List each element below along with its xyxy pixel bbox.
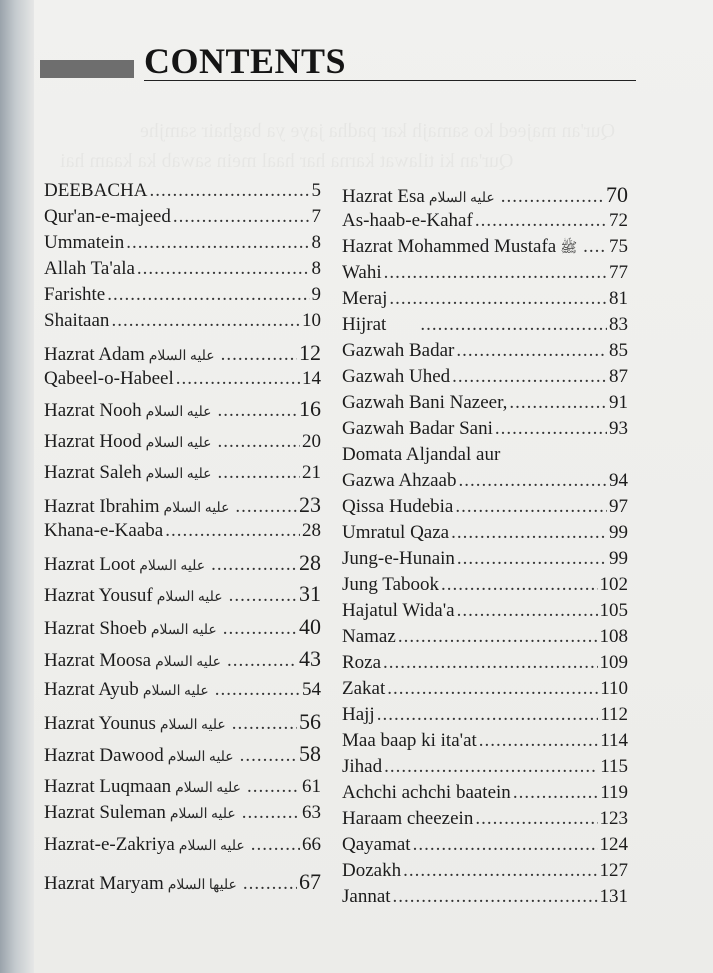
entry-title: Hazrat Shoeb bbox=[44, 618, 147, 639]
toc-entry bbox=[44, 340, 321, 366]
leader-dots bbox=[441, 574, 597, 596]
entry-title: Jannat bbox=[342, 886, 391, 907]
toc-entry bbox=[44, 520, 321, 542]
honorific-calligraphy: عليه السلام bbox=[155, 655, 221, 670]
entry-page: 81 bbox=[609, 288, 628, 309]
entry-title: Domata Aljandal aur bbox=[342, 444, 501, 465]
toc-entry bbox=[342, 288, 628, 310]
entry-page: 115 bbox=[600, 756, 628, 777]
entry-page: 54 bbox=[302, 679, 321, 700]
entry-title: Hazrat Ayub bbox=[44, 679, 139, 700]
entry-title: Qabeel-o-Habeel bbox=[44, 368, 174, 389]
entry-page: 99 bbox=[609, 548, 628, 569]
entry-page: 10 bbox=[302, 310, 321, 331]
entry-title: Jihad bbox=[342, 756, 383, 777]
entry-page: 102 bbox=[599, 574, 628, 595]
leader-dots bbox=[513, 782, 598, 804]
entry-page: 105 bbox=[599, 600, 628, 621]
leader-dots bbox=[452, 366, 607, 388]
entry-title: Wahi bbox=[342, 262, 382, 283]
toc-entry bbox=[44, 180, 321, 202]
toc-entry bbox=[342, 652, 628, 674]
entry-page: 83 bbox=[609, 314, 628, 335]
entry-title: Farishte bbox=[44, 284, 106, 305]
toc-entry bbox=[342, 782, 628, 804]
entry-title: Hazrat Saleh bbox=[44, 462, 142, 483]
toc-entry bbox=[342, 470, 628, 492]
honorific-calligraphy: عليه السلام bbox=[167, 750, 234, 765]
entry-page: 58 bbox=[299, 741, 321, 766]
toc-entry bbox=[44, 550, 321, 576]
honorific-calligraphy: عليه السلام bbox=[169, 807, 236, 822]
leader-dots bbox=[240, 745, 297, 767]
entry-page: 91 bbox=[609, 392, 628, 413]
entry-page: 43 bbox=[299, 646, 321, 671]
entry-page: 8 bbox=[311, 232, 321, 253]
leader-dots bbox=[456, 340, 607, 362]
entry-page: 56 bbox=[299, 709, 321, 734]
entry-page: 8 bbox=[311, 258, 321, 279]
entry-title: Achchi achchi baatein bbox=[342, 782, 511, 803]
entry-page: 85 bbox=[609, 340, 628, 361]
entry-title: Hazrat Nooh bbox=[44, 400, 142, 421]
contents-heading: CONTENTS bbox=[144, 41, 347, 81]
toc-entry bbox=[342, 808, 628, 830]
entry-title: Hazrat Mohammed Mustafa bbox=[342, 236, 557, 257]
toc-entry bbox=[342, 548, 628, 570]
entry-page: 93 bbox=[609, 418, 628, 439]
entry-page: 127 bbox=[599, 860, 628, 881]
entry-title: Hazrat Luqmaan bbox=[44, 776, 172, 797]
toc-entry bbox=[44, 258, 321, 280]
toc-entry bbox=[44, 834, 321, 856]
entry-title: Qur'an-e-majeed bbox=[44, 206, 171, 227]
honorific-calligraphy: عليه السلام bbox=[142, 684, 209, 699]
toc-entry bbox=[342, 262, 628, 284]
honorific-calligraphy: عليه السلام bbox=[148, 349, 215, 364]
leader-dots bbox=[218, 400, 298, 422]
honorific-calligraphy: عليه السلام bbox=[145, 436, 212, 451]
toc-entry bbox=[342, 626, 628, 648]
entry-title: Hazrat Suleman bbox=[44, 802, 166, 823]
entry-title: Ummatein bbox=[44, 232, 125, 253]
toc-entry bbox=[44, 776, 321, 798]
leader-dots bbox=[217, 462, 300, 484]
toc-entry bbox=[342, 392, 628, 414]
entry-title: Zakat bbox=[342, 678, 386, 699]
leader-dots bbox=[149, 180, 309, 202]
entry-page: 5 bbox=[311, 180, 321, 201]
entry-page: 40 bbox=[299, 614, 321, 639]
entry-title: Gazwa Ahzaab bbox=[342, 470, 457, 491]
entry-title: Hazrat Esa bbox=[342, 186, 425, 207]
toc-entry bbox=[342, 730, 628, 752]
entry-title: As-haab-e-Kahaf bbox=[342, 210, 473, 231]
entry-title: Hazrat Younus bbox=[44, 713, 156, 734]
toc-entry bbox=[44, 232, 321, 254]
entry-page: 114 bbox=[600, 730, 628, 751]
leader-dots bbox=[451, 522, 607, 544]
leader-dots bbox=[235, 496, 297, 518]
entry-page: 110 bbox=[600, 678, 628, 699]
toc-entry bbox=[342, 886, 628, 908]
leader-dots bbox=[393, 886, 598, 908]
entry-title: DEEBACHA bbox=[44, 180, 148, 201]
entry-title: Allah Ta'ala bbox=[44, 258, 135, 279]
entry-page: 31 bbox=[299, 581, 321, 606]
toc-entry bbox=[44, 284, 321, 306]
book-spine-shadow bbox=[0, 0, 34, 973]
entry-page: 70 bbox=[606, 182, 628, 207]
entry-title: Qissa Hudebia bbox=[342, 496, 454, 517]
honorific-calligraphy: عليه السلام bbox=[156, 590, 223, 605]
entry-title: Gazwah Badar bbox=[342, 340, 455, 361]
entry-page: 87 bbox=[609, 366, 628, 387]
entry-title: Hazrat Hood bbox=[44, 431, 142, 452]
leader-dots bbox=[227, 650, 297, 672]
entry-page: 12 bbox=[299, 340, 321, 365]
entry-title: Umratul Qaza bbox=[342, 522, 450, 543]
toc-entry bbox=[342, 704, 628, 726]
entry-title: Dozakh bbox=[342, 860, 402, 881]
leader-dots bbox=[457, 600, 598, 622]
leader-dots bbox=[377, 704, 598, 726]
toc-entry bbox=[44, 310, 321, 332]
heading-accent-bar bbox=[40, 60, 134, 78]
leader-dots bbox=[413, 834, 598, 856]
entry-title: Hazrat-e-Zakriya bbox=[44, 834, 175, 855]
entry-page: 28 bbox=[299, 550, 321, 575]
leader-dots bbox=[455, 496, 607, 518]
toc-entry bbox=[342, 314, 628, 336]
leader-dots bbox=[501, 186, 604, 208]
entry-page: 131 bbox=[599, 886, 628, 907]
honorific-calligraphy: عليه السلام bbox=[175, 781, 242, 796]
toc-entry bbox=[44, 368, 321, 390]
toc-entry bbox=[342, 444, 628, 466]
honorific-calligraphy: عليه السلام bbox=[163, 501, 230, 516]
leader-dots bbox=[475, 808, 597, 830]
entry-title: Maa baap ki ita'at bbox=[342, 730, 477, 751]
toc-entry bbox=[342, 418, 628, 440]
entry-title: Hazrat Ibrahim bbox=[44, 496, 160, 517]
honorific-calligraphy: عليها السلام bbox=[167, 878, 237, 893]
honorific-calligraphy: عليه السلام bbox=[139, 559, 206, 574]
entry-page: 23 bbox=[299, 492, 321, 517]
entry-page: 112 bbox=[600, 704, 628, 725]
entry-page: 67 bbox=[299, 869, 321, 894]
entry-title: Hazrat Dawood bbox=[44, 745, 164, 766]
honorific-calligraphy: عليه السلام bbox=[428, 191, 495, 206]
entry-page: 77 bbox=[609, 262, 628, 283]
toc-entry bbox=[342, 834, 628, 856]
entry-title: Hazrat Moosa bbox=[44, 650, 152, 671]
toc-entry bbox=[44, 581, 321, 607]
entry-title: Khana-e-Kaaba bbox=[44, 520, 164, 541]
entry-page: 108 bbox=[599, 626, 628, 647]
leader-dots bbox=[126, 232, 309, 254]
entry-title: Hazrat Adam bbox=[44, 344, 145, 365]
toc-entry bbox=[342, 600, 628, 622]
toc-entry bbox=[44, 709, 321, 735]
leader-dots bbox=[387, 678, 598, 700]
leader-dots bbox=[107, 284, 309, 306]
entry-title: Meraj bbox=[342, 288, 388, 309]
leader-dots bbox=[383, 652, 597, 674]
toc-entry bbox=[44, 431, 321, 453]
leader-dots bbox=[403, 860, 597, 882]
leader-dots bbox=[229, 585, 297, 607]
leader-dots bbox=[389, 288, 607, 310]
entry-page: 20 bbox=[302, 431, 321, 452]
toc-entry bbox=[342, 756, 628, 778]
entry-page: 94 bbox=[609, 470, 628, 491]
entry-title: Gazwah Uhed bbox=[342, 366, 451, 387]
leader-dots bbox=[223, 618, 297, 640]
leader-dots bbox=[243, 873, 297, 895]
leader-dots bbox=[384, 756, 598, 778]
entry-title: Namaz bbox=[342, 626, 396, 647]
honorific-calligraphy: عليه السلام bbox=[145, 467, 212, 482]
entry-page: 75 bbox=[609, 236, 628, 257]
toc-entry bbox=[342, 678, 628, 700]
leader-dots bbox=[458, 470, 607, 492]
entry-page: 9 bbox=[311, 284, 321, 305]
leader-dots bbox=[218, 431, 301, 453]
entry-page: 124 bbox=[599, 834, 628, 855]
honorific-calligraphy: عليه السلام bbox=[159, 718, 226, 733]
leader-dots bbox=[495, 418, 607, 440]
leader-dots bbox=[242, 802, 300, 824]
entry-page: 61 bbox=[302, 776, 321, 797]
entry-page: 97 bbox=[609, 496, 628, 517]
toc-entry bbox=[44, 802, 321, 824]
leader-dots bbox=[232, 713, 297, 735]
toc-entry bbox=[44, 741, 321, 767]
leader-dots bbox=[165, 520, 300, 542]
leader-dots bbox=[398, 626, 598, 648]
entry-page: 72 bbox=[609, 210, 628, 231]
leader-dots bbox=[221, 344, 297, 366]
leader-dots bbox=[509, 392, 607, 414]
entry-title: Gazwah Bani Nazeer, bbox=[342, 392, 508, 413]
toc-entry bbox=[342, 860, 628, 882]
leader-dots bbox=[420, 314, 607, 336]
entry-page: 14 bbox=[302, 368, 321, 389]
entry-page: 63 bbox=[302, 802, 321, 823]
entry-title: Hazrat Yousuf bbox=[44, 585, 153, 606]
toc-entry bbox=[44, 646, 321, 672]
honorific-calligraphy: ﷺ bbox=[560, 241, 578, 256]
entry-page: 66 bbox=[302, 834, 321, 855]
entry-page: 109 bbox=[599, 652, 628, 673]
entry-title: Hazrat Maryam bbox=[44, 873, 164, 894]
toc-entry bbox=[342, 210, 628, 232]
entry-page: 119 bbox=[600, 782, 628, 803]
leader-dots bbox=[247, 776, 300, 798]
entry-title: Roza bbox=[342, 652, 382, 673]
leader-dots bbox=[215, 679, 300, 701]
entry-page: 21 bbox=[302, 462, 321, 483]
toc-entry bbox=[342, 522, 628, 544]
entry-page: 7 bbox=[311, 206, 321, 227]
entry-title: Jung-e-Hunain bbox=[342, 548, 455, 569]
toc-entry bbox=[44, 492, 321, 518]
toc-entry bbox=[342, 574, 628, 596]
toc-entry bbox=[44, 679, 321, 701]
entry-title: Qayamat bbox=[342, 834, 411, 855]
entry-title: Gazwah Badar Sani bbox=[342, 418, 493, 439]
entry-title: Hijrat bbox=[342, 314, 387, 335]
leader-dots bbox=[137, 258, 310, 280]
leader-dots bbox=[457, 548, 607, 570]
entry-title: Hajatul Wida'a bbox=[342, 600, 455, 621]
toc-entry bbox=[342, 182, 628, 208]
entry-title: Hajj bbox=[342, 704, 375, 725]
toc-entry bbox=[342, 366, 628, 388]
entry-page: 28 bbox=[302, 520, 321, 541]
toc-entry bbox=[342, 340, 628, 362]
leader-dots bbox=[475, 210, 607, 232]
toc-entry bbox=[44, 396, 321, 422]
leader-dots bbox=[176, 368, 300, 390]
leader-dots bbox=[211, 554, 297, 576]
entry-title: Haraam cheezein bbox=[342, 808, 474, 829]
leader-dots bbox=[251, 834, 300, 856]
toc-entry bbox=[44, 462, 321, 484]
heading-underline bbox=[144, 80, 636, 81]
entry-title: Hazrat Loot bbox=[44, 554, 136, 575]
leader-dots bbox=[384, 262, 607, 284]
toc-entry bbox=[342, 236, 628, 259]
toc-entry bbox=[44, 869, 321, 895]
leader-dots bbox=[583, 236, 607, 258]
honorific-calligraphy: عليه السلام bbox=[178, 839, 245, 854]
entry-title: Jung Tabook bbox=[342, 574, 440, 595]
toc-entry bbox=[44, 206, 321, 228]
entry-page: 99 bbox=[609, 522, 628, 543]
honorific-calligraphy: عليه السلام bbox=[145, 405, 212, 420]
leader-dots bbox=[111, 310, 300, 332]
toc-entry bbox=[44, 614, 321, 640]
leader-dots bbox=[173, 206, 310, 228]
entry-page: 123 bbox=[599, 808, 628, 829]
honorific-calligraphy: عليه السلام bbox=[150, 623, 217, 638]
toc-entry bbox=[342, 496, 628, 518]
leader-dots bbox=[479, 730, 598, 752]
entry-page: 16 bbox=[299, 396, 321, 421]
entry-title: Shaitaan bbox=[44, 310, 110, 331]
